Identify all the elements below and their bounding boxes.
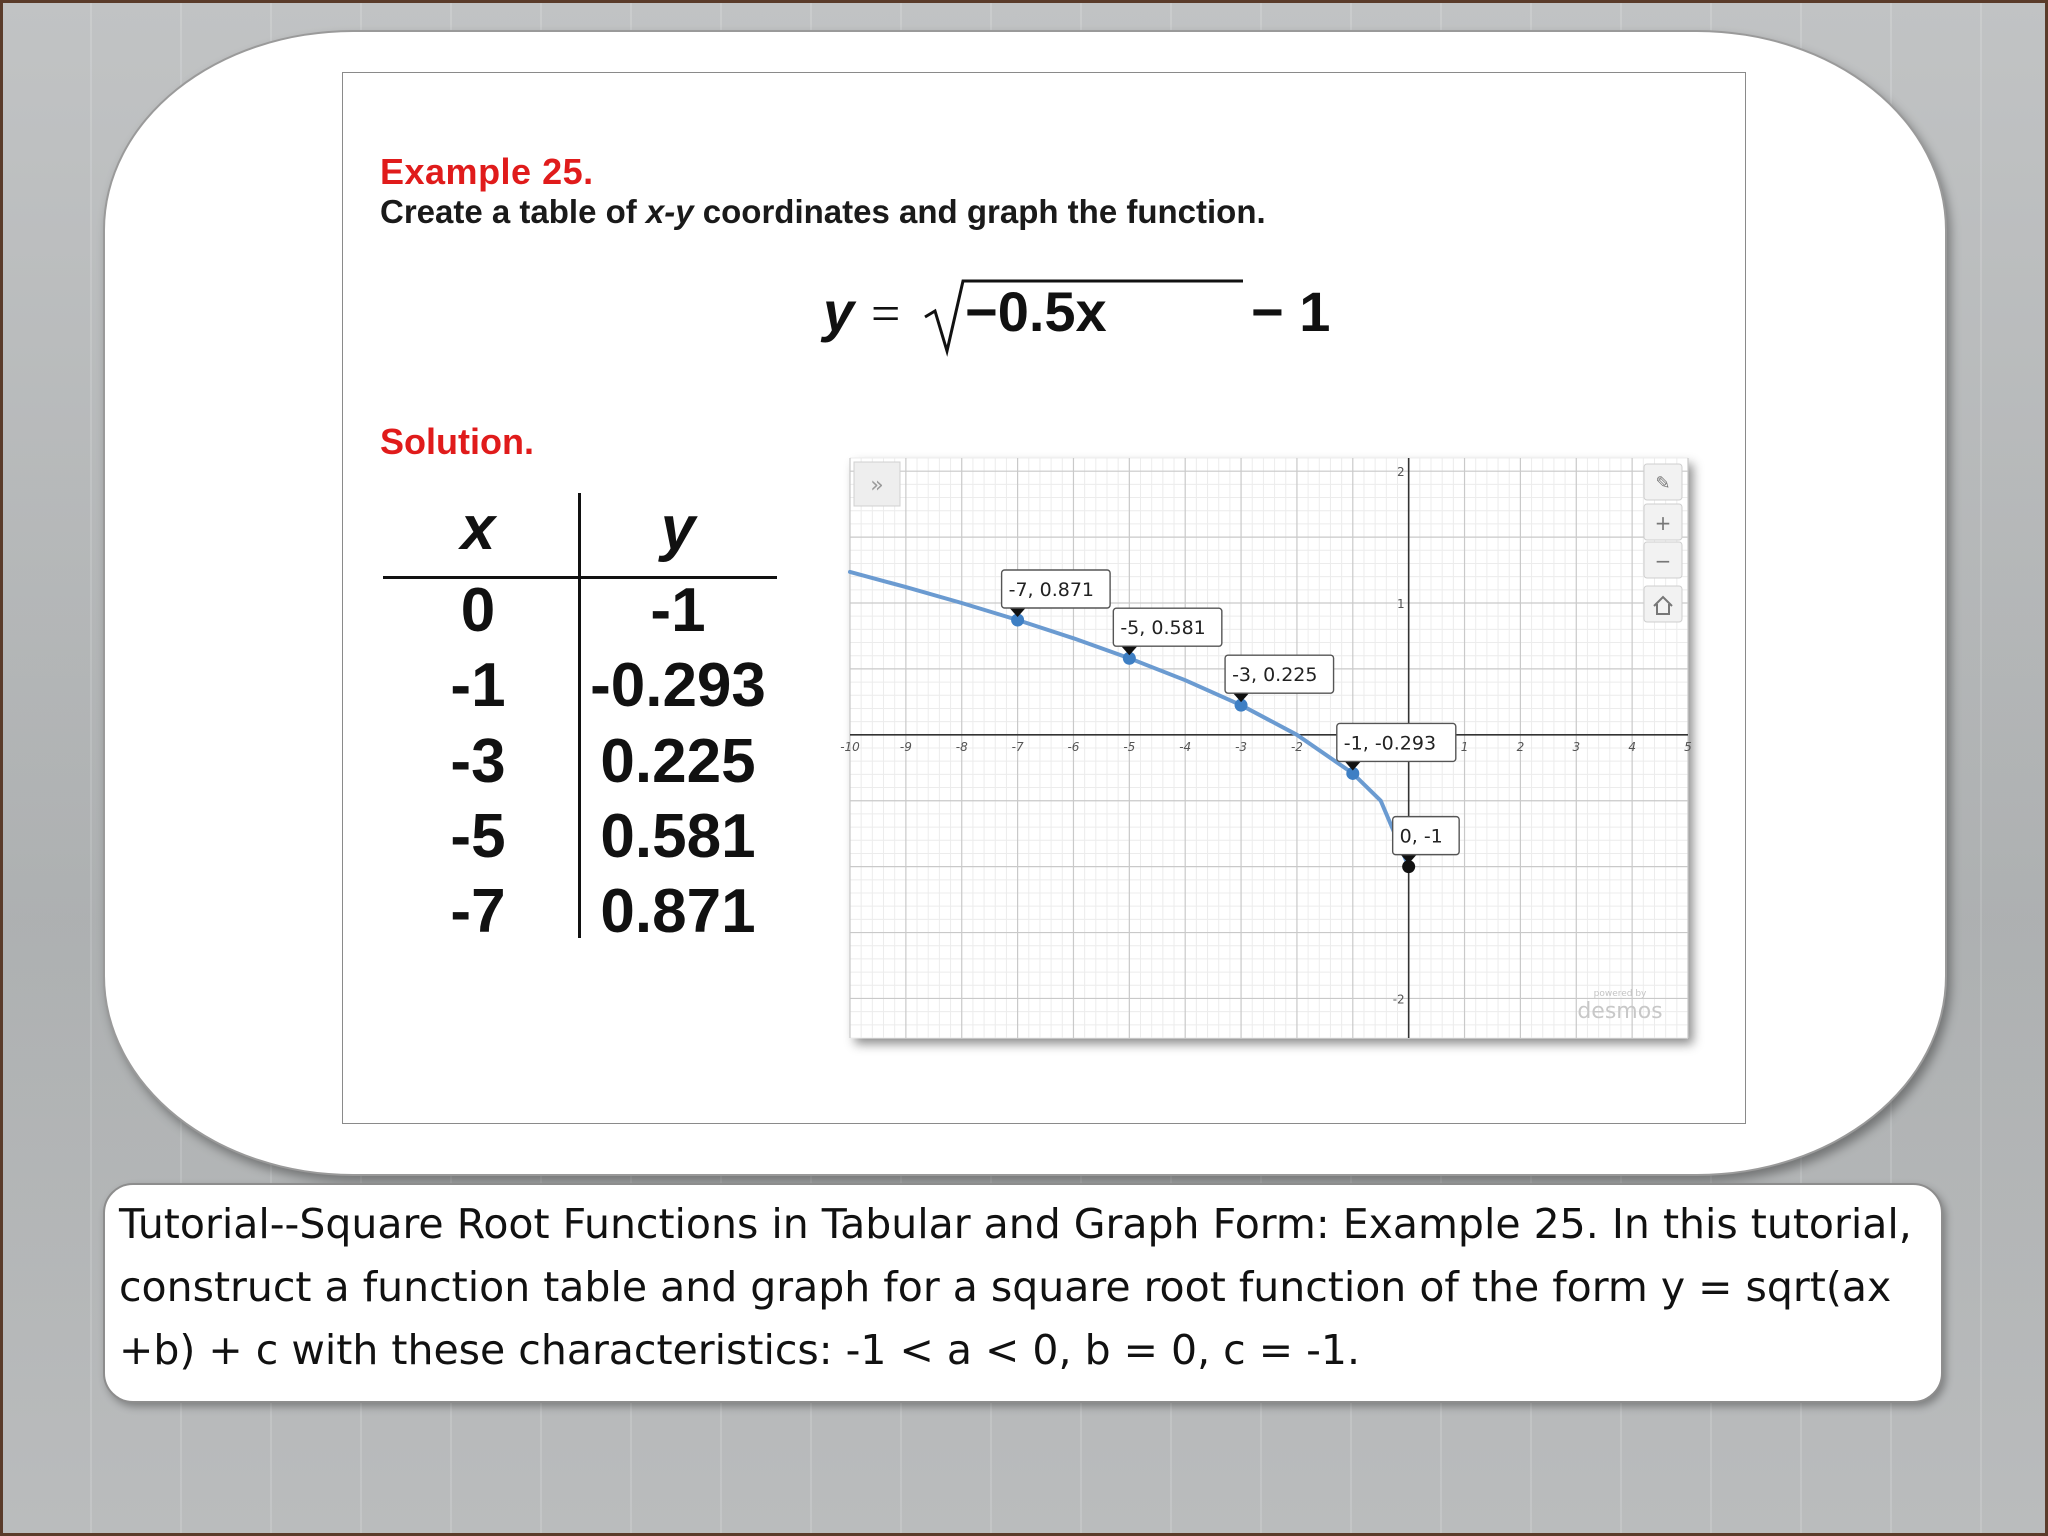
table-cell-x: -1 bbox=[450, 651, 506, 720]
table-cell-y: 0.581 bbox=[600, 802, 756, 871]
desmos-watermark: desmos bbox=[1577, 999, 1663, 1024]
equation-tail: − 1 bbox=[1251, 280, 1331, 343]
table-cell-x: -7 bbox=[450, 877, 506, 946]
x-tick-label: 1 bbox=[1460, 739, 1469, 754]
settings-button[interactable] bbox=[1644, 464, 1682, 500]
y-tick-label: 1 bbox=[1397, 597, 1405, 611]
zoom-in-button[interactable] bbox=[1644, 504, 1682, 540]
table-cell-x: 0 bbox=[460, 576, 496, 645]
prompt-text-1: Create a table of bbox=[380, 193, 646, 230]
x-tick-label: -7 bbox=[1011, 739, 1024, 754]
wrench-icon: ✎ bbox=[1655, 473, 1671, 494]
example-title: Example 25. bbox=[380, 151, 594, 192]
table-cell-x: -5 bbox=[450, 802, 506, 871]
expand-panel-button[interactable] bbox=[854, 462, 900, 506]
function-graph[interactable] bbox=[840, 458, 1692, 1038]
point-label: 0, -1 bbox=[1399, 825, 1443, 848]
table-header-y: y bbox=[660, 494, 696, 563]
x-tick-label: -10 bbox=[840, 739, 860, 754]
equation-radicand: −0.5x bbox=[965, 280, 1107, 343]
point-label: -5, 0.581 bbox=[1120, 617, 1206, 640]
graph-panel[interactable] bbox=[840, 458, 1692, 1038]
y-tick-label: -2 bbox=[1392, 992, 1405, 1007]
table-cell-y: 0.871 bbox=[600, 877, 756, 946]
x-tick-label: 3 bbox=[1572, 739, 1581, 754]
x-tick-label: 5 bbox=[1684, 739, 1692, 754]
prompt-text-2: coordinates and graph the function. bbox=[693, 193, 1266, 230]
watermark-small: powered by bbox=[1593, 989, 1647, 999]
x-tick-label: -4 bbox=[1179, 739, 1192, 754]
table-cell-y: 0.225 bbox=[600, 727, 756, 796]
x-tick-label: 4 bbox=[1628, 739, 1636, 754]
equation-lhs: y bbox=[823, 280, 855, 343]
xy-table bbox=[383, 493, 783, 953]
y-tick-label: 2 bbox=[1397, 465, 1405, 480]
plus-icon: + bbox=[1654, 511, 1672, 535]
table-cell-y: -0.293 bbox=[590, 651, 766, 720]
point-label: -3, 0.225 bbox=[1232, 664, 1318, 687]
x-tick-label: -3 bbox=[1235, 739, 1248, 754]
table-header-x: x bbox=[460, 494, 496, 563]
x-tick-label: -9 bbox=[899, 739, 912, 754]
point-label: -1, -0.293 bbox=[1343, 732, 1437, 755]
prompt-italic: x-y bbox=[645, 193, 694, 230]
double-chevron-right-icon: » bbox=[870, 473, 884, 498]
table-cell-x: -3 bbox=[450, 727, 506, 796]
point-label: -7, 0.871 bbox=[1008, 579, 1095, 602]
example-prompt bbox=[380, 193, 1266, 231]
solution-title: Solution. bbox=[380, 421, 534, 462]
table-cell-y: -1 bbox=[650, 576, 706, 645]
caption-box bbox=[103, 1183, 1943, 1403]
table-column-rule bbox=[578, 493, 581, 938]
equation-equals: = bbox=[871, 286, 901, 343]
x-tick-label: 2 bbox=[1516, 739, 1525, 754]
home-button[interactable] bbox=[1644, 586, 1682, 622]
caption-text: Tutorial--Square Root Functions in Tabular and Graph Form: Example 25. In this tutorial, construct a function table and graph for a square root function of the form y = sqrt(ax +b) + c with these characteristics: -1 < a < 0, b = 0, c = -1. bbox=[119, 1200, 1912, 1374]
function-equation bbox=[823, 269, 1331, 359]
x-tick-label: -5 bbox=[1123, 739, 1136, 754]
slide bbox=[342, 72, 1746, 1124]
x-tick-label: -2 bbox=[1290, 739, 1303, 754]
zoom-out-button[interactable] bbox=[1644, 542, 1682, 578]
minus-icon: − bbox=[1654, 549, 1672, 573]
x-tick-label: -6 bbox=[1067, 739, 1080, 754]
x-tick-label: -8 bbox=[955, 739, 968, 754]
